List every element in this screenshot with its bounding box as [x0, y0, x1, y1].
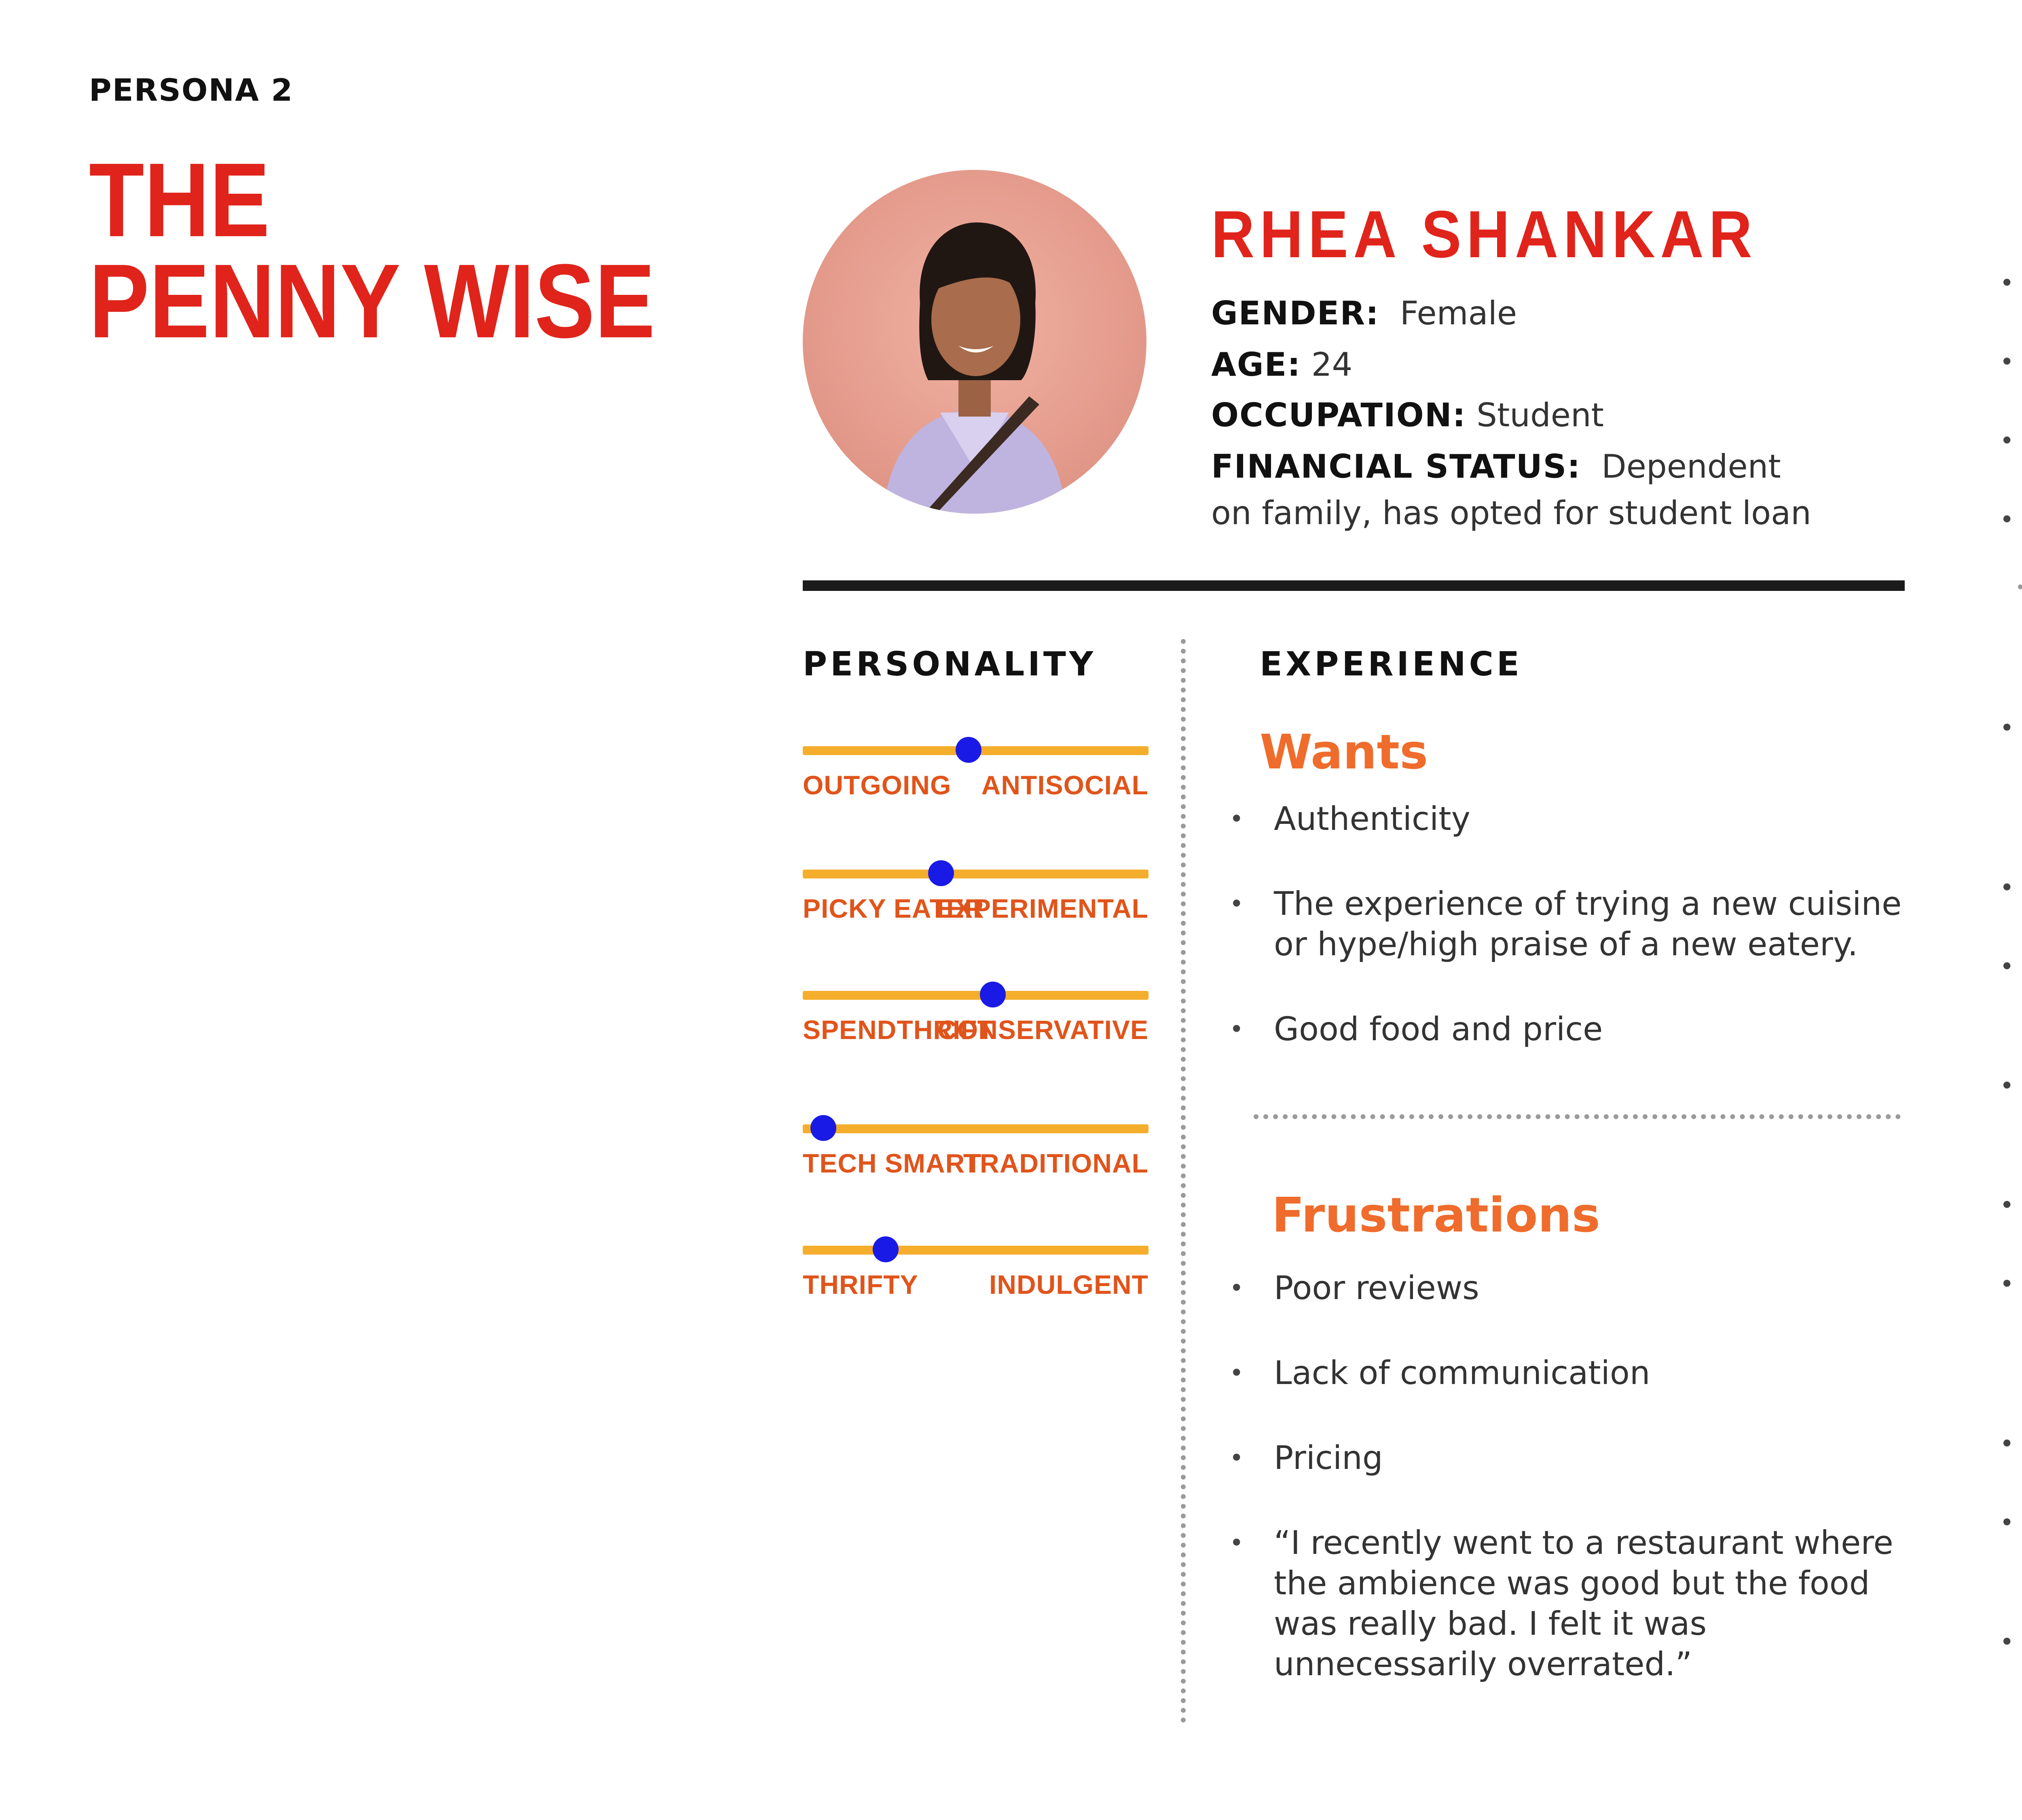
- column-divider: [1181, 639, 1186, 1723]
- list-item: • Good food and price: [1225, 1009, 1913, 1050]
- persona-title: THE PENNY WISE: [89, 142, 655, 360]
- profile-photo: [803, 170, 1146, 514]
- slider-track: [803, 1124, 1148, 1133]
- list-item: [1996, 499, 2022, 540]
- gains-divider: [2018, 584, 2022, 589]
- list-item: • Pricing: [1225, 1438, 1913, 1478]
- slider-left-label: PICKY EATER: [803, 893, 984, 923]
- slider-knob: [928, 860, 954, 886]
- list-item: • Authenticity: [1225, 799, 1913, 839]
- wants-heading: Wants: [1260, 724, 1428, 780]
- list-item: • “I recently went to a restaurant where the ambience was good but the food was really bad. I felt it was unnecessarily overrated.”: [1225, 1523, 1913, 1685]
- slider-left-label: SPENDTHRIFT: [803, 1015, 994, 1045]
- list-item: [1996, 946, 2022, 1027]
- wants-list: [1225, 799, 1913, 1050]
- occupation-row: OCCUPATION: Student: [1211, 396, 1604, 434]
- list-item: [1996, 1622, 2022, 1703]
- list-item: • Lack of communication: [1225, 1353, 1913, 1393]
- gender-row: GENDER: Female: [1211, 294, 1517, 332]
- slider-knob: [956, 737, 981, 763]
- list-item: [1996, 708, 2022, 829]
- frustrations-heading: Frustrations: [1272, 1187, 1600, 1243]
- experience-divider: [1254, 1114, 1901, 1119]
- frustrations-list: [1225, 1268, 1913, 1685]
- profile-divider: [803, 580, 1905, 591]
- list-item: [1996, 1185, 2022, 1225]
- slider-knob: [810, 1115, 836, 1141]
- persona-name: RHEA SHANKAR: [1211, 197, 1758, 271]
- age-row: AGE: 24: [1211, 346, 1353, 383]
- slider-left-label: TECH SMART: [803, 1148, 982, 1178]
- persona-number: PERSONA 2: [89, 72, 294, 108]
- financial-row: FINANCIAL STATUS: Dependent: [1211, 448, 1781, 485]
- person-avatar-icon: [803, 170, 1146, 514]
- list-item: [1996, 868, 2022, 908]
- slider-right-label: CONSERVATIVE: [937, 1015, 1148, 1045]
- slider-track: [803, 991, 1148, 1000]
- list-item: [1996, 421, 2022, 461]
- list-item: • The experience of trying a new cuisine or hype/high praise of a new eatery.: [1225, 884, 1913, 965]
- list-item: [1996, 1066, 2022, 1147]
- list-item: • Poor reviews: [1225, 1268, 1913, 1308]
- slider-knob: [873, 1236, 899, 1262]
- experience-heading: EXPERIENCE: [1260, 645, 1523, 684]
- financial-row-cont: on family, has opted for student loan: [1211, 494, 1811, 532]
- slider-right-label: TRADITIONAL: [963, 1148, 1148, 1178]
- slider-right-label: ANTISOCIAL: [981, 770, 1148, 800]
- list-item: [1996, 342, 2022, 382]
- slider-knob: [980, 982, 1006, 1007]
- environments-list: [1996, 708, 2022, 1703]
- list-item: [1996, 1503, 2022, 1583]
- slider-track: [803, 1246, 1148, 1255]
- list-item: [1996, 1264, 2022, 1385]
- slider-right-label: INDULGENT: [989, 1270, 1148, 1299]
- slider-track: [803, 870, 1148, 878]
- personality-heading: PERSONALITY: [803, 645, 1097, 684]
- slider-left-label: OUTGOING: [803, 770, 952, 800]
- list-item: [1996, 1424, 2022, 1464]
- slider-right-label: EXPERIMENTAL: [936, 893, 1148, 923]
- slider-left-label: THRIFTY: [803, 1270, 918, 1299]
- gains-list: [1996, 263, 2022, 540]
- list-item: [1996, 263, 2022, 303]
